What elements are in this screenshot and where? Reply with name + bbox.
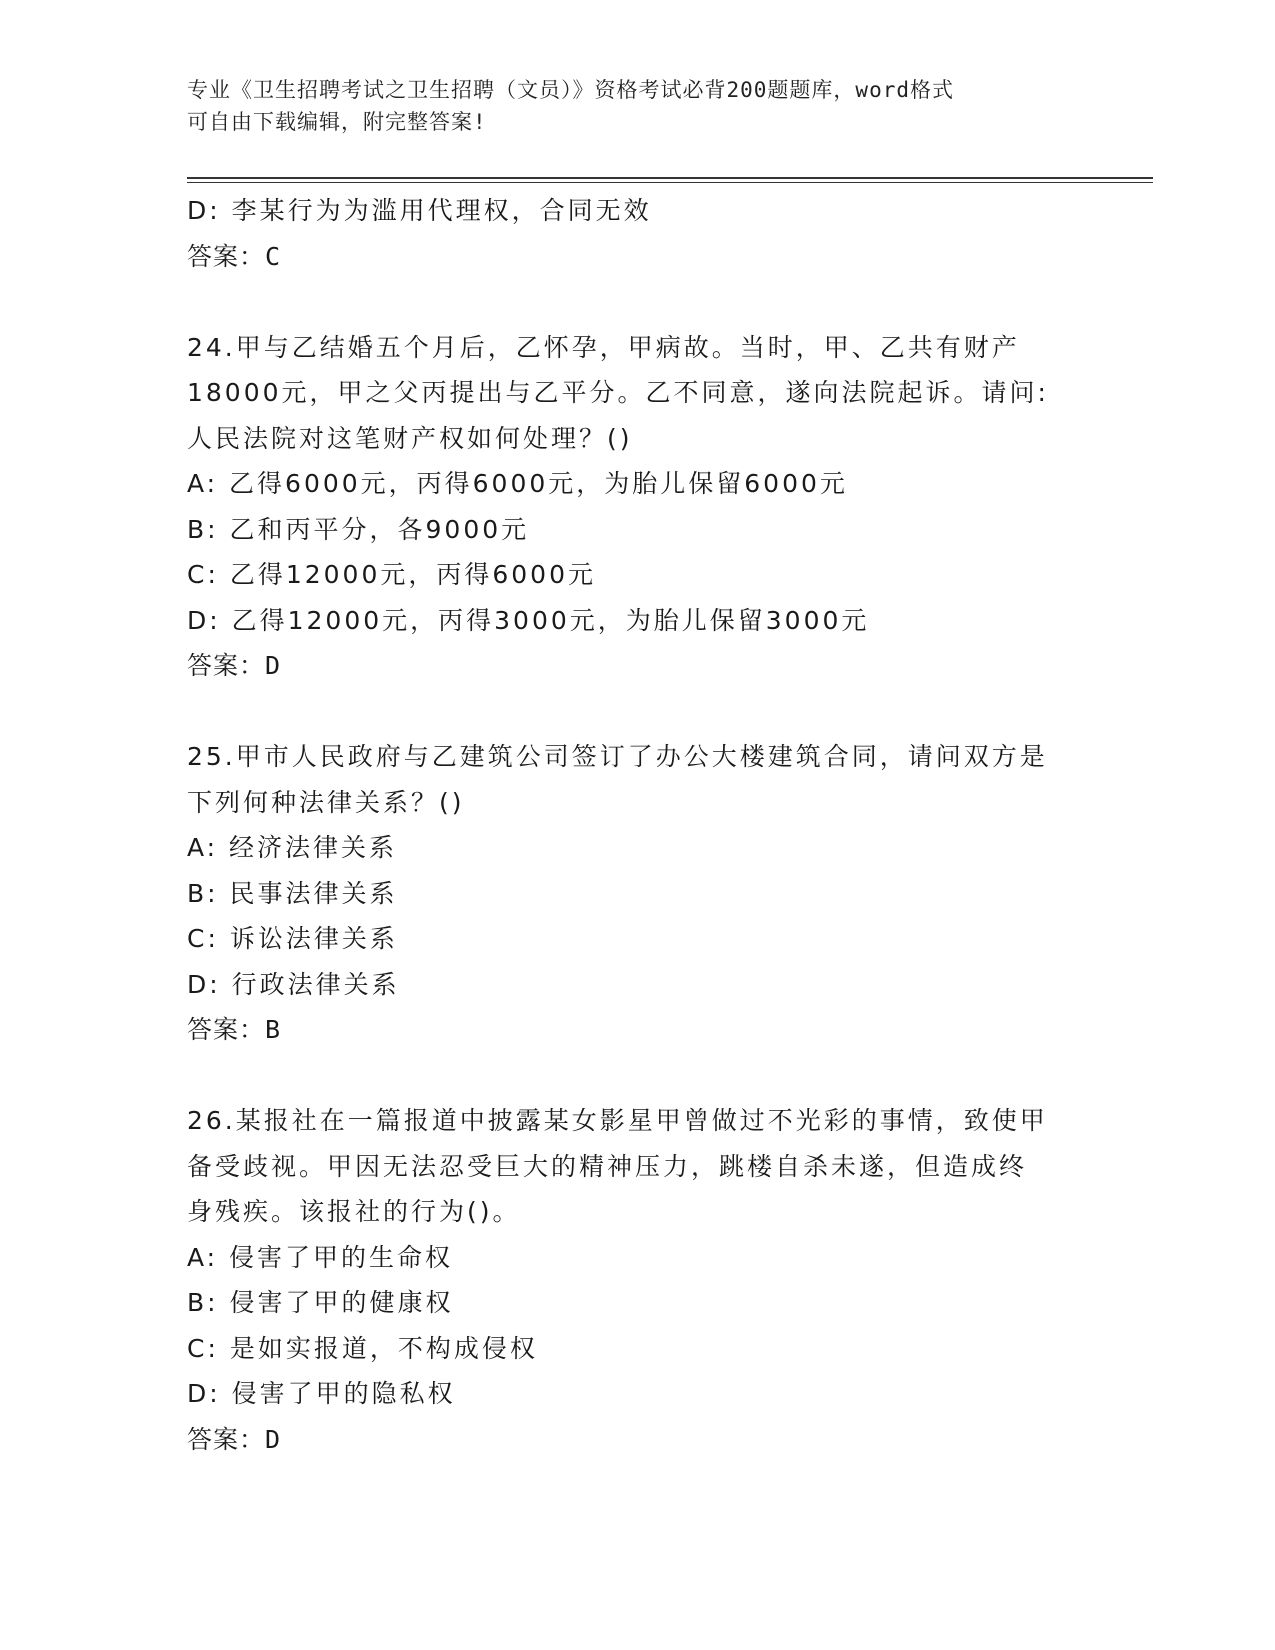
answer-line: 答案：C bbox=[187, 241, 282, 271]
question-23-continued bbox=[187, 188, 1087, 279]
question-26 bbox=[187, 1098, 1087, 1462]
question-stem-line: 18000元，甲之父丙提出与乙平分。乙不同意，遂向法院起诉。请问: bbox=[187, 378, 1049, 407]
option-c: C: 是如实报道，不构成侵权 bbox=[187, 1333, 538, 1363]
answer-line: 答案：D bbox=[187, 651, 282, 680]
option-a: A: 经济法律关系 bbox=[187, 833, 398, 862]
option-d: D: 乙得12000元，丙得3000元，为胎儿保留3000元 bbox=[187, 605, 870, 635]
answer-line: 答案：B bbox=[187, 1015, 282, 1044]
option-a: A: 侵害了甲的生命权 bbox=[187, 1242, 454, 1272]
header-title-line-1: 专业《卫生招聘考试之卫生招聘（文员）》资格考试必背200题题库，word格式 bbox=[187, 78, 954, 102]
option-c: C: 乙得12000元，丙得6000元 bbox=[187, 560, 596, 589]
header-rule-thin bbox=[187, 182, 1153, 183]
option-b: B: 民事法律关系 bbox=[187, 878, 398, 908]
header-title-line-2: 可自由下载编辑，附完整答案! bbox=[187, 110, 487, 134]
question-stem-line: 下列何种法律关系？() bbox=[187, 787, 465, 817]
spacer bbox=[187, 279, 1087, 325]
option-b: B: 侵害了甲的健康权 bbox=[187, 1288, 454, 1317]
question-stem-line: 人民法院对这笔财产权如何处理？() bbox=[187, 423, 633, 453]
spacer bbox=[187, 689, 1087, 735]
spacer bbox=[187, 1053, 1087, 1099]
option-b: B: 乙和丙平分，各9000元 bbox=[187, 514, 530, 544]
question-25 bbox=[187, 734, 1087, 1053]
option-d: D: 李某行为为滥用代理权，合同无效 bbox=[187, 196, 652, 225]
option-a: A: 乙得6000元，丙得6000元，为胎儿保留6000元 bbox=[187, 469, 848, 498]
answer-line: 答案：D bbox=[187, 1424, 282, 1454]
question-stem-line: 25.甲市人民政府与乙建筑公司签订了办公大楼建筑合同，请问双方是 bbox=[187, 742, 1048, 771]
document-header bbox=[187, 74, 1067, 138]
option-c: C: 诉讼法律关系 bbox=[187, 924, 398, 953]
question-list bbox=[187, 188, 1087, 1462]
question-stem-line: 24.甲与乙结婚五个月后，乙怀孕，甲病故。当时，甲、乙共有财产 bbox=[187, 332, 1020, 362]
option-d: D: 行政法律关系 bbox=[187, 969, 400, 999]
question-24 bbox=[187, 325, 1087, 689]
question-stem-line: 身残疾。该报社的行为()。 bbox=[187, 1197, 521, 1226]
option-d: D: 侵害了甲的隐私权 bbox=[187, 1379, 456, 1408]
header-rule-thick bbox=[187, 177, 1153, 179]
question-stem-line: 26.某报社在一篇报道中披露某女影星甲曾做过不光彩的事情，致使甲 bbox=[187, 1106, 1048, 1135]
question-stem-line: 备受歧视。甲因无法忍受巨大的精神压力，跳楼自杀未遂，但造成终 bbox=[187, 1151, 1028, 1181]
